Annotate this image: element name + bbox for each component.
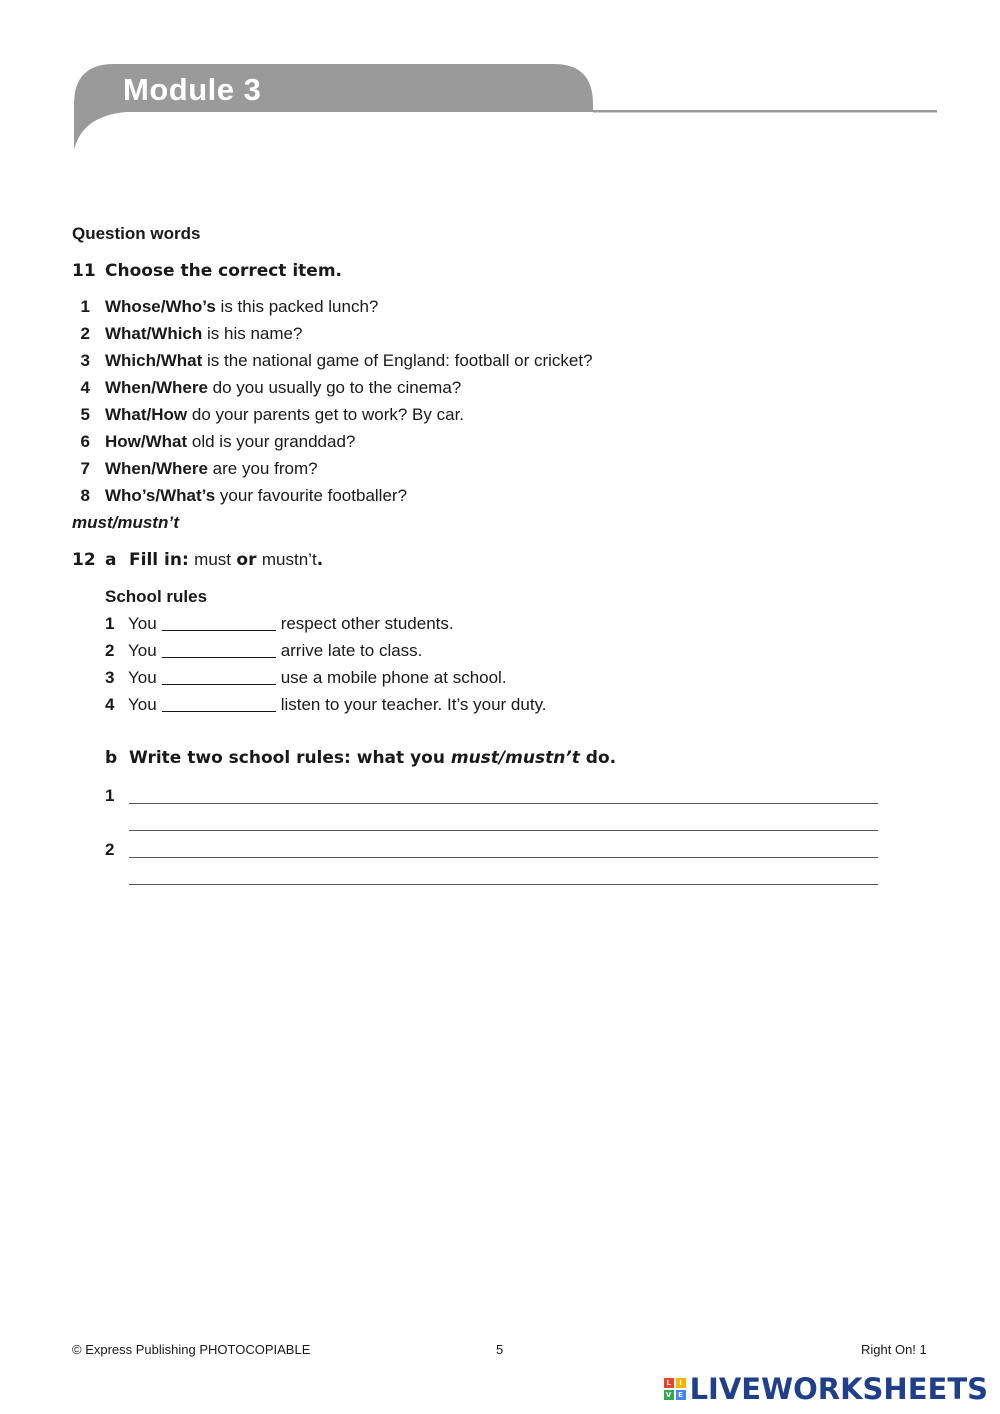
write-line[interactable]: [129, 830, 878, 831]
item-choice[interactable]: What/Which: [105, 324, 203, 343]
fill-in-blank[interactable]: [162, 616, 276, 631]
item-choice[interactable]: Whose/Who’s: [105, 297, 216, 316]
exercise-12-heading: [72, 550, 105, 570]
exercise-item: [72, 432, 355, 452]
exercise-item: [72, 459, 318, 479]
item-choice[interactable]: When/Where: [105, 459, 208, 478]
item-text: do your parents get to work? By car.: [187, 405, 465, 424]
school-rules-title: School rules: [105, 587, 208, 606]
item-text: is the national game of England: football or cricket?: [202, 351, 593, 370]
write-line[interactable]: [129, 803, 878, 804]
module-header: [74, 64, 940, 154]
part-b-instruction: [105, 748, 616, 768]
rule-text: use a mobile phone at school.: [280, 668, 507, 687]
or-word: or: [236, 550, 257, 570]
rule-item: [105, 668, 507, 688]
item-number: 8: [80, 486, 90, 505]
item-text: old is your granddad?: [187, 432, 356, 451]
logo-tile: L: [664, 1378, 674, 1388]
option-must: must: [194, 550, 231, 569]
item-number: 2: [80, 324, 90, 343]
part-a-instruction: [105, 550, 323, 570]
item-choice[interactable]: Who’s/What’s: [105, 486, 216, 505]
rule-number: 2: [105, 641, 115, 660]
exercise-item: [72, 324, 302, 344]
logo-tile: I: [676, 1378, 686, 1388]
fill-in-blank[interactable]: [162, 697, 276, 712]
write-number-2: 2: [105, 840, 115, 859]
footer-copyright: © Express Publishing PHOTOCOPIABLE: [72, 1342, 311, 1357]
fill-in-blank[interactable]: [162, 670, 276, 685]
end-punct: .: [316, 550, 324, 570]
rule-number: 1: [105, 614, 115, 633]
item-choice[interactable]: How/What: [105, 432, 188, 451]
footer-page-number: 5: [496, 1342, 504, 1357]
rule-you: You: [128, 641, 157, 660]
rule-text: listen to your teacher. It’s your duty.: [280, 695, 547, 714]
exercise-instruction: Choose the correct item.: [105, 261, 343, 281]
exercise-item: [72, 378, 461, 398]
exercise-item: [72, 351, 593, 371]
exercise-number: 11: [72, 261, 96, 281]
rule-number: 3: [105, 668, 115, 687]
footer-book-title: Right On! 1: [861, 1342, 927, 1357]
item-number: 4: [80, 378, 90, 397]
exercise-item: [72, 405, 464, 425]
rule-you: You: [128, 614, 157, 633]
liveworksheets-text: LIVEWORKSHEETS: [689, 1372, 988, 1406]
write-line[interactable]: [129, 884, 878, 885]
item-text: are you from?: [207, 459, 318, 478]
exercise-11-heading: [72, 261, 342, 281]
section-heading-must: must/mustn’t: [72, 513, 180, 532]
item-number: 5: [80, 405, 90, 424]
item-number: 7: [80, 459, 90, 478]
rule-number: 4: [105, 695, 115, 714]
rule-you: You: [128, 668, 157, 687]
exercise-number: 12: [72, 550, 96, 570]
rule-text: respect other students.: [280, 614, 454, 633]
rule-item: [105, 614, 454, 634]
liveworksheets-logo[interactable]: [664, 1372, 988, 1406]
rule-you: You: [128, 695, 157, 714]
item-text: do you usually go to the cinema?: [207, 378, 462, 397]
fill-in-label: Fill in:: [129, 550, 189, 570]
part-b-italic: must/mustn’t: [450, 748, 580, 768]
logo-tile: V: [664, 1390, 674, 1400]
section-heading-question-words: Question words: [72, 224, 201, 243]
exercise-item: [72, 486, 407, 506]
part-letter: a: [105, 550, 117, 570]
part-b-text-end: do.: [579, 748, 617, 768]
item-text: is his name?: [202, 324, 303, 343]
module-title: Module 3: [123, 72, 262, 107]
exercise-item: [72, 297, 378, 317]
rule-item: [105, 641, 422, 661]
rule-item: [105, 695, 547, 715]
item-number: 3: [80, 351, 90, 370]
logo-tile: E: [676, 1390, 686, 1400]
write-line[interactable]: [129, 857, 878, 858]
rule-text: arrive late to class.: [280, 641, 423, 660]
item-number: 6: [80, 432, 90, 451]
item-choice[interactable]: Which/What: [105, 351, 203, 370]
item-choice[interactable]: What/How: [105, 405, 188, 424]
item-text: is this packed lunch?: [215, 297, 379, 316]
write-number-1: 1: [105, 786, 115, 805]
liveworksheets-icon: [664, 1378, 686, 1400]
item-text: your favourite footballer?: [215, 486, 408, 505]
option-mustnt: mustn’t: [261, 550, 317, 569]
part-letter: b: [105, 748, 118, 768]
item-number: 1: [80, 297, 90, 316]
part-b-text: Write two school rules: what you: [129, 748, 451, 768]
item-choice[interactable]: When/Where: [105, 378, 208, 397]
fill-in-blank[interactable]: [162, 643, 276, 658]
